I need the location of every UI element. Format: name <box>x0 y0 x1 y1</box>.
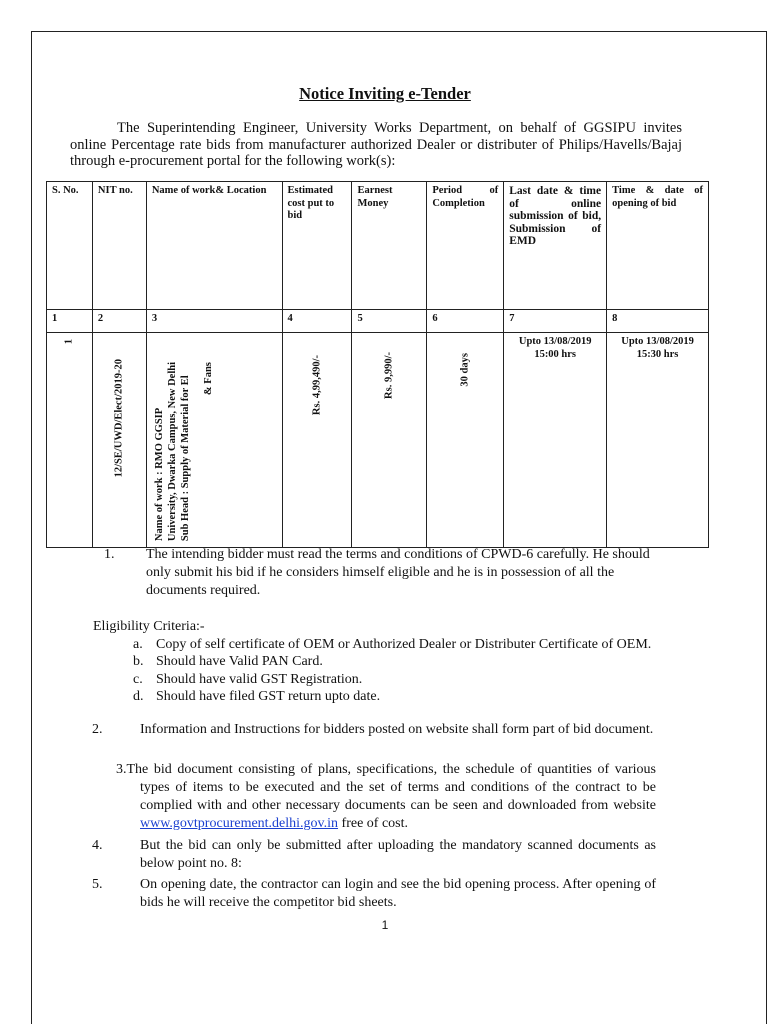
header-name-of-work: Name of work& Location <box>146 182 282 310</box>
header-opening: Time & date of opening of bid <box>607 182 709 310</box>
instruction-number: 1. <box>104 547 115 562</box>
intro-paragraph: The Superintending Engineer, University Works Department, on behalf of GGSIPU invites online Percentage rate bids from manufacturer authorized Dealer or distributer of Philips/Havells/Bajaj through e-procurement portal for the following work(s): <box>70 120 682 169</box>
tender-table <box>46 181 709 548</box>
header-estimated-cost: Estimated cost put to bid <box>282 182 352 310</box>
header-period: Period of Completion <box>427 182 504 310</box>
page-title: Notice Inviting e-Tender <box>299 84 471 103</box>
col-number: 5 <box>352 310 427 333</box>
instruction-1 <box>104 546 659 600</box>
list-item: c. Should have valid GST Registration. <box>133 671 363 687</box>
col-number: 3 <box>146 310 282 333</box>
cell-nit: 12/SE/UWD/Elect/2019-20 <box>113 358 125 477</box>
eligibility-section <box>93 618 651 706</box>
cell-estimated-cost: Rs. 4,99,490/- <box>311 354 323 415</box>
eligibility-heading: Eligibility Criteria:- <box>93 619 205 634</box>
header-nit: NIT no. <box>92 182 146 310</box>
page-number: 1 <box>381 918 389 932</box>
col-number: 8 <box>607 310 709 333</box>
instruction-text: The intending bidder must read the terms and conditions of CPWD-6 carefully. He should only submit his bid if he considers himself eligible and he is in possession of all the documents required. <box>146 547 650 598</box>
cell-last-date: Upto 13/08/2019 15:00 hrs <box>504 333 607 548</box>
list-item: a. Copy of self certificate of OEM or Authorized Dealer or Distributer Certificate of OEM. <box>133 636 652 652</box>
col-number: 7 <box>504 310 607 333</box>
instruction-4: 4. But the bid can only be submitted after uploading the mandatory scanned documents as below point no. 8: <box>92 838 656 871</box>
list-item: d. Should have filed GST return upto date. <box>133 689 381 704</box>
col-number: 4 <box>282 310 352 333</box>
col-number: 2 <box>92 310 146 333</box>
cell-sno: 1 <box>63 339 75 345</box>
table-number-row <box>47 310 709 333</box>
cell-period: 30 days <box>459 353 471 387</box>
cell-name-of-work: Name of work : RMO GGSIP University, Dwarka Campus, New Delhi Sub Head : Supply of Material for El & Fans <box>153 361 214 541</box>
cell-opening: Upto 13/08/2019 15:30 hrs <box>607 333 709 548</box>
instruction-2: 2. Information and Instructions for bidders posted on website shall form part of bid document. <box>92 722 654 737</box>
col-number: 1 <box>47 310 93 333</box>
instruction-3: 3.The bid document consisting of plans, specifications, the schedule of quantities of various types of items to be executed and the set of terms and conditions of the contract to be complied with and other necessary documents can be seen and downloaded from website www.govtprocurement.delhi.gov.in free of cost. <box>116 762 656 831</box>
procurement-website-link[interactable]: www.govtprocurement.delhi.gov.in <box>140 816 339 831</box>
header-sno: S. No. <box>47 182 93 310</box>
col-number: 6 <box>427 310 504 333</box>
table-row <box>47 333 709 548</box>
header-earnest-money: Earnest Money <box>352 182 427 310</box>
table-header-row <box>47 182 709 310</box>
header-last-date: Last date & time of online submission of bid, Submission of EMD <box>504 182 607 310</box>
cell-earnest-money: Rs. 9,990/- <box>383 352 395 399</box>
list-item: b. Should have Valid PAN Card. <box>133 654 323 669</box>
instruction-5: 5. On opening date, the contractor can login and see the bid opening process. After opening of bids he will receive the competitor bid sheets. <box>92 877 656 910</box>
